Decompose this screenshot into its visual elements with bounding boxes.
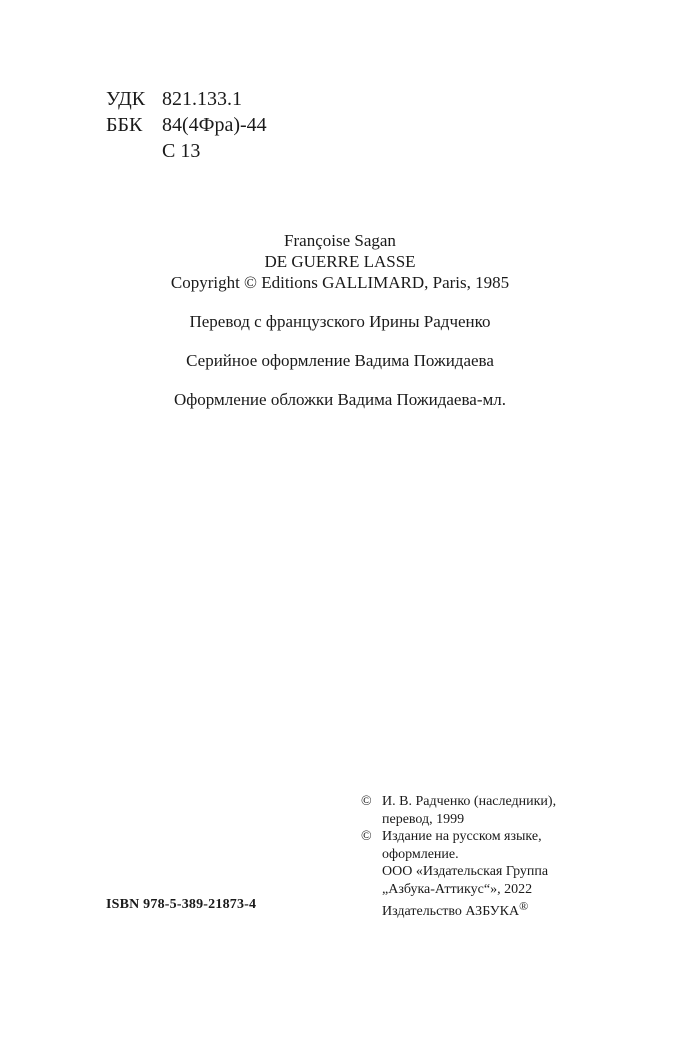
classification-codes xyxy=(106,86,267,164)
edition-line1: Издание на русском языке, xyxy=(382,829,542,844)
original-author: Françoise Sagan xyxy=(284,231,396,250)
copyright-symbol: © xyxy=(361,829,372,844)
copyright-edition-line-5 xyxy=(361,898,621,921)
copyright-edition-line-3 xyxy=(361,863,621,881)
edition-line2: оформление. xyxy=(382,846,459,862)
cover-design-credit: Оформление обложки Вадима Пожидаева-мл. xyxy=(174,390,506,409)
translator-line2: перевод, 1999 xyxy=(382,811,465,827)
udk-value: 821.133.1 xyxy=(162,88,242,110)
original-edition-info xyxy=(0,230,680,293)
udk-row xyxy=(106,86,267,112)
translation-credit: Перевод с французского Ирины Радченко xyxy=(189,312,491,331)
copyright-edition-line xyxy=(361,828,621,846)
copyright-translator-line-2 xyxy=(361,811,621,829)
bbk-value: 84(4Фра)-44 xyxy=(162,114,267,136)
isbn: ISBN 978-5-389-21873-4 xyxy=(106,897,257,912)
registered-trademark-mark: ® xyxy=(519,899,529,913)
copyright-edition-line-2 xyxy=(361,846,621,864)
copyright-edition-line-4 xyxy=(361,881,621,899)
edition-line5: Издательство АЗБУКА xyxy=(382,904,520,919)
original-title: DE GUERRE LASSE xyxy=(264,252,416,271)
author-mark: С 13 xyxy=(162,140,201,162)
bbk-label: ББК xyxy=(106,114,143,136)
edition-line4: „Азбука-Аттикус“», 2022 xyxy=(382,881,533,897)
edition-line3: ООО «Издательская Группа xyxy=(382,864,549,879)
series-design-credit: Серийное оформление Вадима Пожидаева xyxy=(186,351,494,370)
udk-label: УДК xyxy=(106,88,146,110)
copyright-notices xyxy=(361,793,621,921)
translator-line1: И. В. Радченко (наследники), xyxy=(382,794,557,809)
original-copyright: Copyright © Editions GALLIMARD, Paris, 1985 xyxy=(170,273,510,292)
copyright-symbol: © xyxy=(361,794,372,809)
bbk-row xyxy=(106,112,267,138)
author-mark-row xyxy=(106,138,267,164)
copyright-translator-line xyxy=(361,793,621,811)
